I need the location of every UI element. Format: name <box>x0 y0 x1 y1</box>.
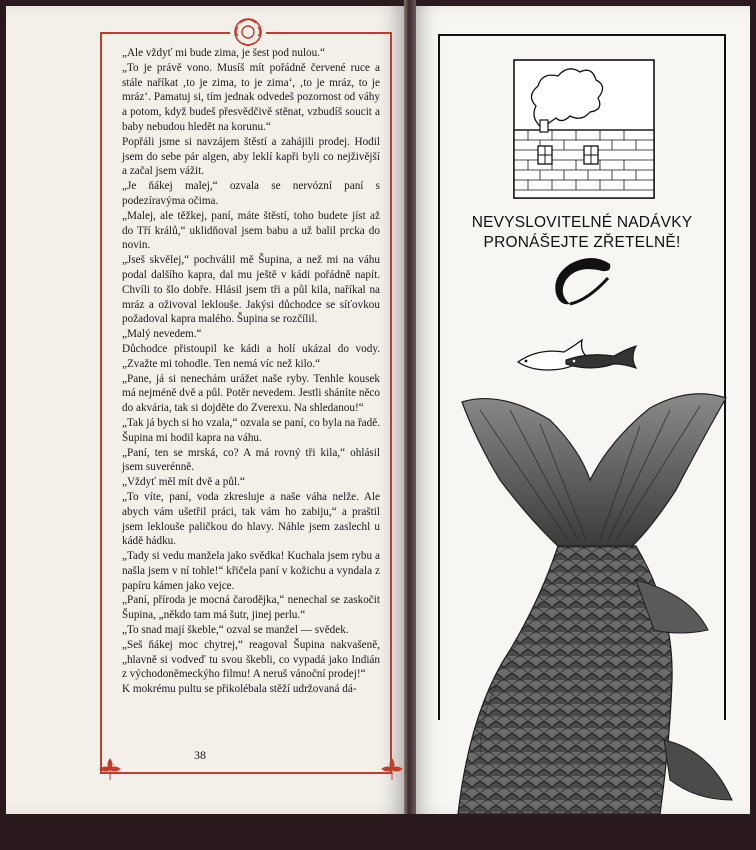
book-gutter <box>404 0 416 850</box>
paragraph: „Tady si vedu manžela jako svědka! Kuchala jsem rybu a našla jsem v ní tohle!“ křičela paní v kožichu a vyndala z papíru kámen jako vejce. <box>122 550 380 592</box>
building-with-smoke-icon <box>512 58 656 200</box>
paragraph: Důchodce přistoupil ke kádi a holí ukázal do vody. „Zvažte mi tohodle. Ten nemá víc než kilo.“ <box>122 342 380 370</box>
paragraph: „To víte, paní, voda zkresluje a naše váha nelže. Ale abych vám ušetřil práci, tak vám ho zabiju,“ a praštil jsem leklouše paličkou do hlavy. Náhle jsem zaslechl u kádě hádku. <box>122 490 380 548</box>
paragraph: „Malej, ale těžkej, paní, máte štěstí, toho budete jíst až do Tří králů,“ uklidňoval jsem babu a už balil prcka do novin. <box>122 209 380 252</box>
paragraph: „Pane, já si nenechám urážet naše ryby. Tenhle kousek má nejméně dvě a půl. Potěr nevedem. Jestli sháníte něco do akvária, tak si dojděte do Zverexu. Na shledanou!“ <box>122 372 380 415</box>
paragraph: „Ale vždyť mi bude zima, je šest pod nulou.“ <box>122 47 325 59</box>
table-surface <box>0 814 756 850</box>
two-fish-icon <box>514 334 640 382</box>
story-text <box>122 46 380 697</box>
paragraph: „Malý nevedem.“ <box>122 328 202 341</box>
paragraph: „Paní, ten se mrská, co? A má rovný tři kila,“ ohlásil jsem suverénně. <box>122 446 380 474</box>
slogan-line: NEVYSLOVITELNÉ NADÁVKY <box>471 214 693 231</box>
paragraph: „Je ňákej malej,“ ozvala se nervózní paní s podezíravýma očima. <box>122 180 380 207</box>
paragraph: Popřáli jsme si navzájem štěstí a zahájili prodej. Hodil jsem do sebe pár algen, aby leklí kapři byli co nejživější a začal jsem vážit. <box>122 135 380 178</box>
paragraph: „Seš ňákej moc chytrej,“ reagoval Šupina nakvašeně, „hlavně si vodveď tu svou škebli, co vypadá jako Indián z východoněmeckýho filmu! A neruš vánoční prodej!“ <box>122 638 380 681</box>
paragraph: „Tak já bych si ho vzala,“ ozvala se paní, co byla na řadě. Šupina mi hodil kapra na váhu. <box>122 416 380 444</box>
paragraph: „To snad mají škeble,“ ozval se manžel — svědek. <box>122 624 349 637</box>
paragraph: „Jseš skvělej,“ pochválil mě Šupina, a než mi na váhu podal dalšího kapra, dal mu ještě v kádi pořádně napít. Chvíli to šlo dobře. Hlásil jsem tři a půl kila, naříkal na mráz a oživoval leklouše. Jakýsi důchodce se síťovkou požadoval kapra malého. Šupina se rozčílil. <box>122 254 380 326</box>
carp-tail-photo <box>440 380 740 814</box>
page-number: 38 <box>194 748 206 762</box>
crayfish-crest-icon <box>230 14 266 50</box>
paragraph: „To je právě vono. Musíš mít pořádně červené ruce a stále naříkat ‚to je zima, to je zima‘, ‚to je mráz, to je mráz‘. Pamatuj si, tím jednak odvedeš pozornost od váhy a potom, když budeš přesvědčivě stěnat, vzbudíš soucit a baby nebudou hledět na korunu.“ <box>122 61 380 133</box>
slogan <box>448 213 716 253</box>
paragraph: „Paní, příroda je mocná čarodějka,“ nenechal se zaskočit Šupina, „někdo tam má šutr, jinej perlu.“ <box>122 594 380 622</box>
slogan-line: PRONÁŠEJTE ZŘETELNĚ! <box>483 234 681 251</box>
paragraph: „Vždyť měl mít dvě a půl.“ <box>122 476 245 489</box>
c-swirl-icon <box>548 254 618 308</box>
paragraph: K mokrému pultu se přikolébala stěží udržovaná dá- <box>122 683 357 696</box>
